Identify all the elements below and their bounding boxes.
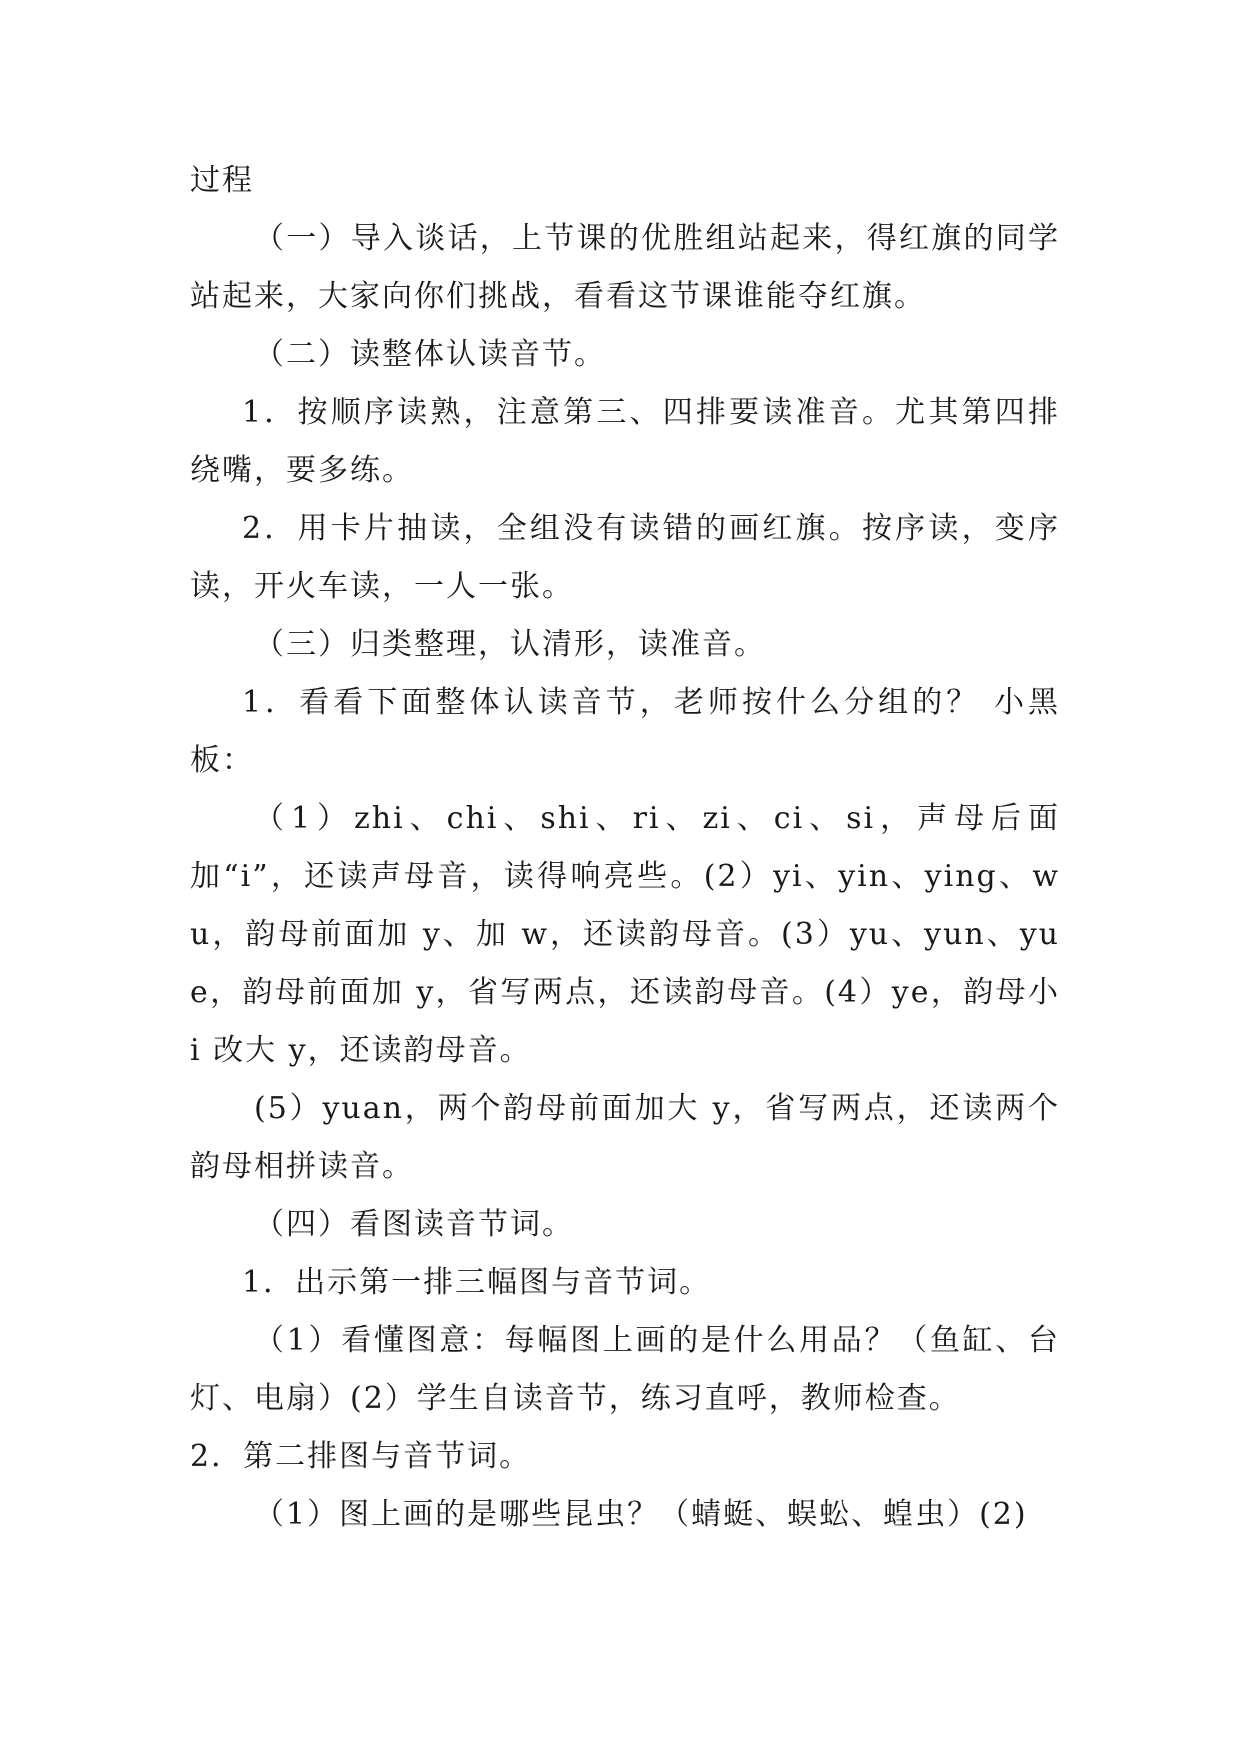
paragraph-section-3: （三）归类整理，认清形，读准音。 xyxy=(254,627,766,662)
paragraph-insects: （1）图上画的是哪些昆虫？（蜻蜓、蜈蚣、蝗虫）(2) xyxy=(254,1497,1028,1532)
paragraph-item-1-board: 1．看看下面整体认读音节，老师按什么分组的？ 小黑板： xyxy=(190,685,1060,778)
paragraph-section-2: （二）读整体认读音节。 xyxy=(254,337,606,372)
document-body xyxy=(190,152,1060,1544)
paragraph-first-row: 1．出示第一排三幅图与音节词。 xyxy=(242,1265,712,1300)
paragraph-section-4: （四）看图读音节词。 xyxy=(254,1207,574,1242)
paragraph-second-row: 2．第二排图与音节词。 xyxy=(190,1439,532,1474)
paragraph-syllable-groups: （1）zhi、chi、shi、ri、zi、ci、si，声母后面加“i”，还读声母音，读得响亮些。(2）yi、yin、ying、wu，韵母前面加 y、加 w，还读韵母音。(3）yu、yun、yue，韵母前面加 y，省写两点，还读韵母音。(4）ye，韵母小 i 改大 y，还读韵母音。 xyxy=(190,801,1060,1068)
paragraph-picture-meaning: （1）看懂图意：每幅图上画的是什么用品？（鱼缸、台灯、电扇）(2）学生自读音节，练习直呼，教师检查。 xyxy=(190,1323,1060,1416)
paragraph-item-2: 2．用卡片抽读，全组没有读错的画红旗。按序读，变序读，开火车读，一人一张。 xyxy=(190,511,1060,604)
heading-process: 过程 xyxy=(190,163,254,198)
paragraph-intro-talk: （一）导入谈话，上节课的优胜组站起来，得红旗的同学站起来，大家向你们挑战，看看这节课谁能夺红旗。 xyxy=(190,221,1060,314)
paragraph-yuan: (5）yuan，两个韵母前面加大 y，省写两点，还读两个韵母相拼读音。 xyxy=(190,1091,1060,1184)
paragraph-item-1: 1．按顺序读熟，注意第三、四排要读准音。尤其第四排绕嘴，要多练。 xyxy=(190,395,1060,488)
